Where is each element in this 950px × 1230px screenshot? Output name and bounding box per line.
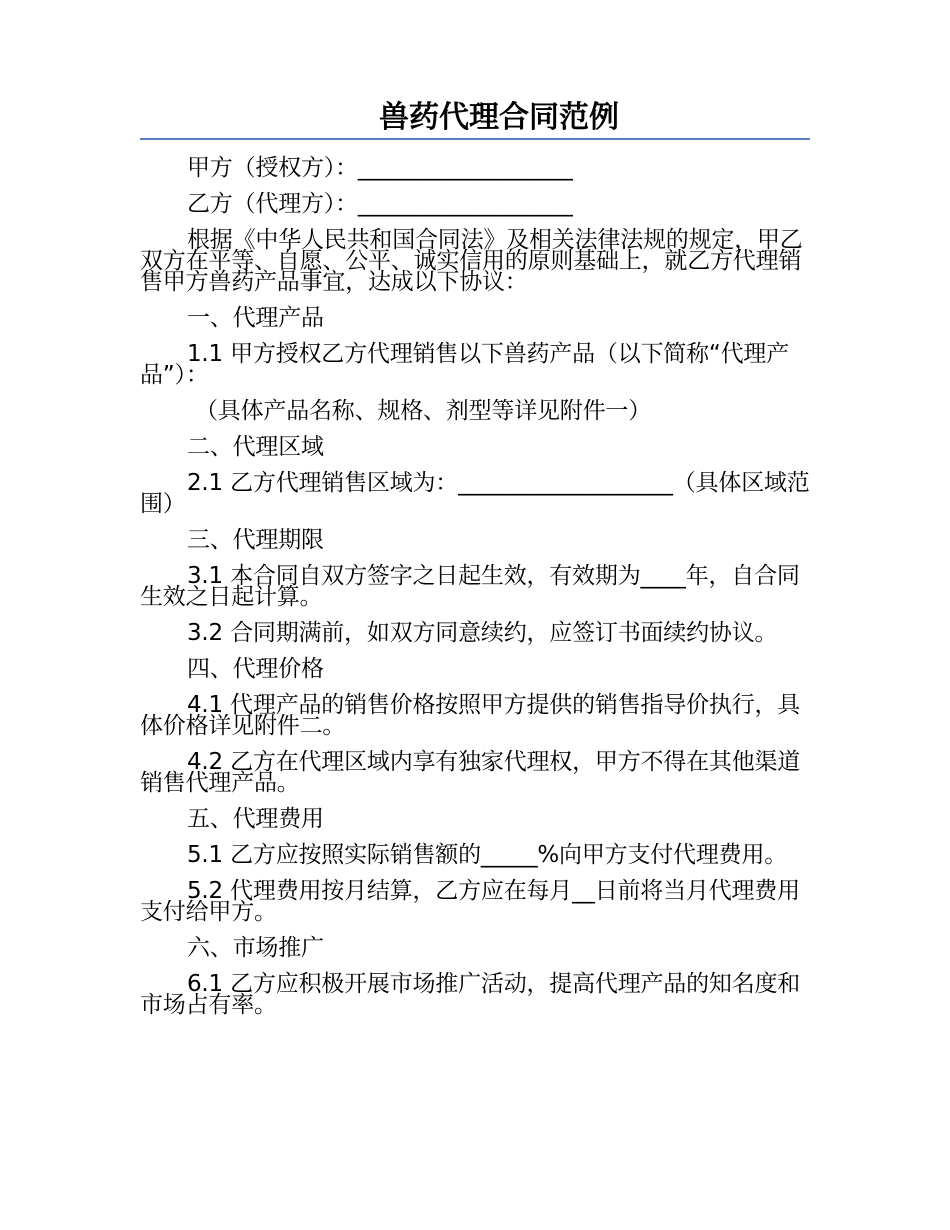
section-heading-4: 四、代理价格 — [187, 656, 324, 682]
clause-6-1: 6.1 乙方应积极开展市场推广活动，提高代理产品的知名度和市场占有率。 — [140, 971, 801, 1018]
clause-2-1: 2.1 乙方代理销售区域为：___________________（具体区域范围） — [140, 470, 810, 517]
document-title: 兽药代理合同范例 — [379, 100, 619, 135]
product-details-note: （具体产品名称、规格、剂型等详见附件一） — [195, 398, 652, 424]
clause-4-2: 4.2 乙方在代理区域内享有独家代理权，甲方不得在其他渠道销售代理产品。 — [140, 749, 801, 796]
clause-3-1: 3.1 本合同自双方签字之日起生效，有效期为____年，自合同生效之日起计算。 — [140, 563, 800, 610]
section-heading-1: 一、代理产品 — [187, 305, 324, 331]
section-heading-6: 六、市场推广 — [187, 935, 324, 961]
clause-5-2: 5.2 代理费用按月结算，乙方应在每月__日前将当月代理费用支付给甲方。 — [140, 878, 800, 925]
clause-5-1: 5.1 乙方应按照实际销售额的_____%向甲方支付代理费用。 — [187, 842, 788, 868]
section-heading-5: 五、代理费用 — [187, 806, 324, 832]
party-b-line: 乙方（代理方）：___________________ — [187, 191, 573, 217]
clause-1-1: 1.1 甲方授权乙方代理销售以下兽药产品（以下简称“代理产品”）： — [140, 341, 790, 388]
section-heading-2: 二、代理区域 — [187, 434, 324, 460]
section-heading-3: 三、代理期限 — [187, 527, 324, 553]
preamble-paragraph: 根据《中华人民共和国合同法》及相关法律法规的规定，甲乙双方在平等、自愿、公平、诚实信用的原则基础上，就乙方代理销售甲方兽药产品事宜，达成以下协议： — [140, 227, 803, 295]
clause-3-2: 3.2 合同期满前，如双方同意续约，应签订书面续约协议。 — [187, 620, 778, 646]
clause-4-1: 4.1 代理产品的销售价格按照甲方提供的销售指导价执行，具体价格详见附件二。 — [140, 692, 801, 739]
document-page — [140, 100, 810, 1016]
party-a-line: 甲方（授权方）：___________________ — [187, 155, 573, 181]
